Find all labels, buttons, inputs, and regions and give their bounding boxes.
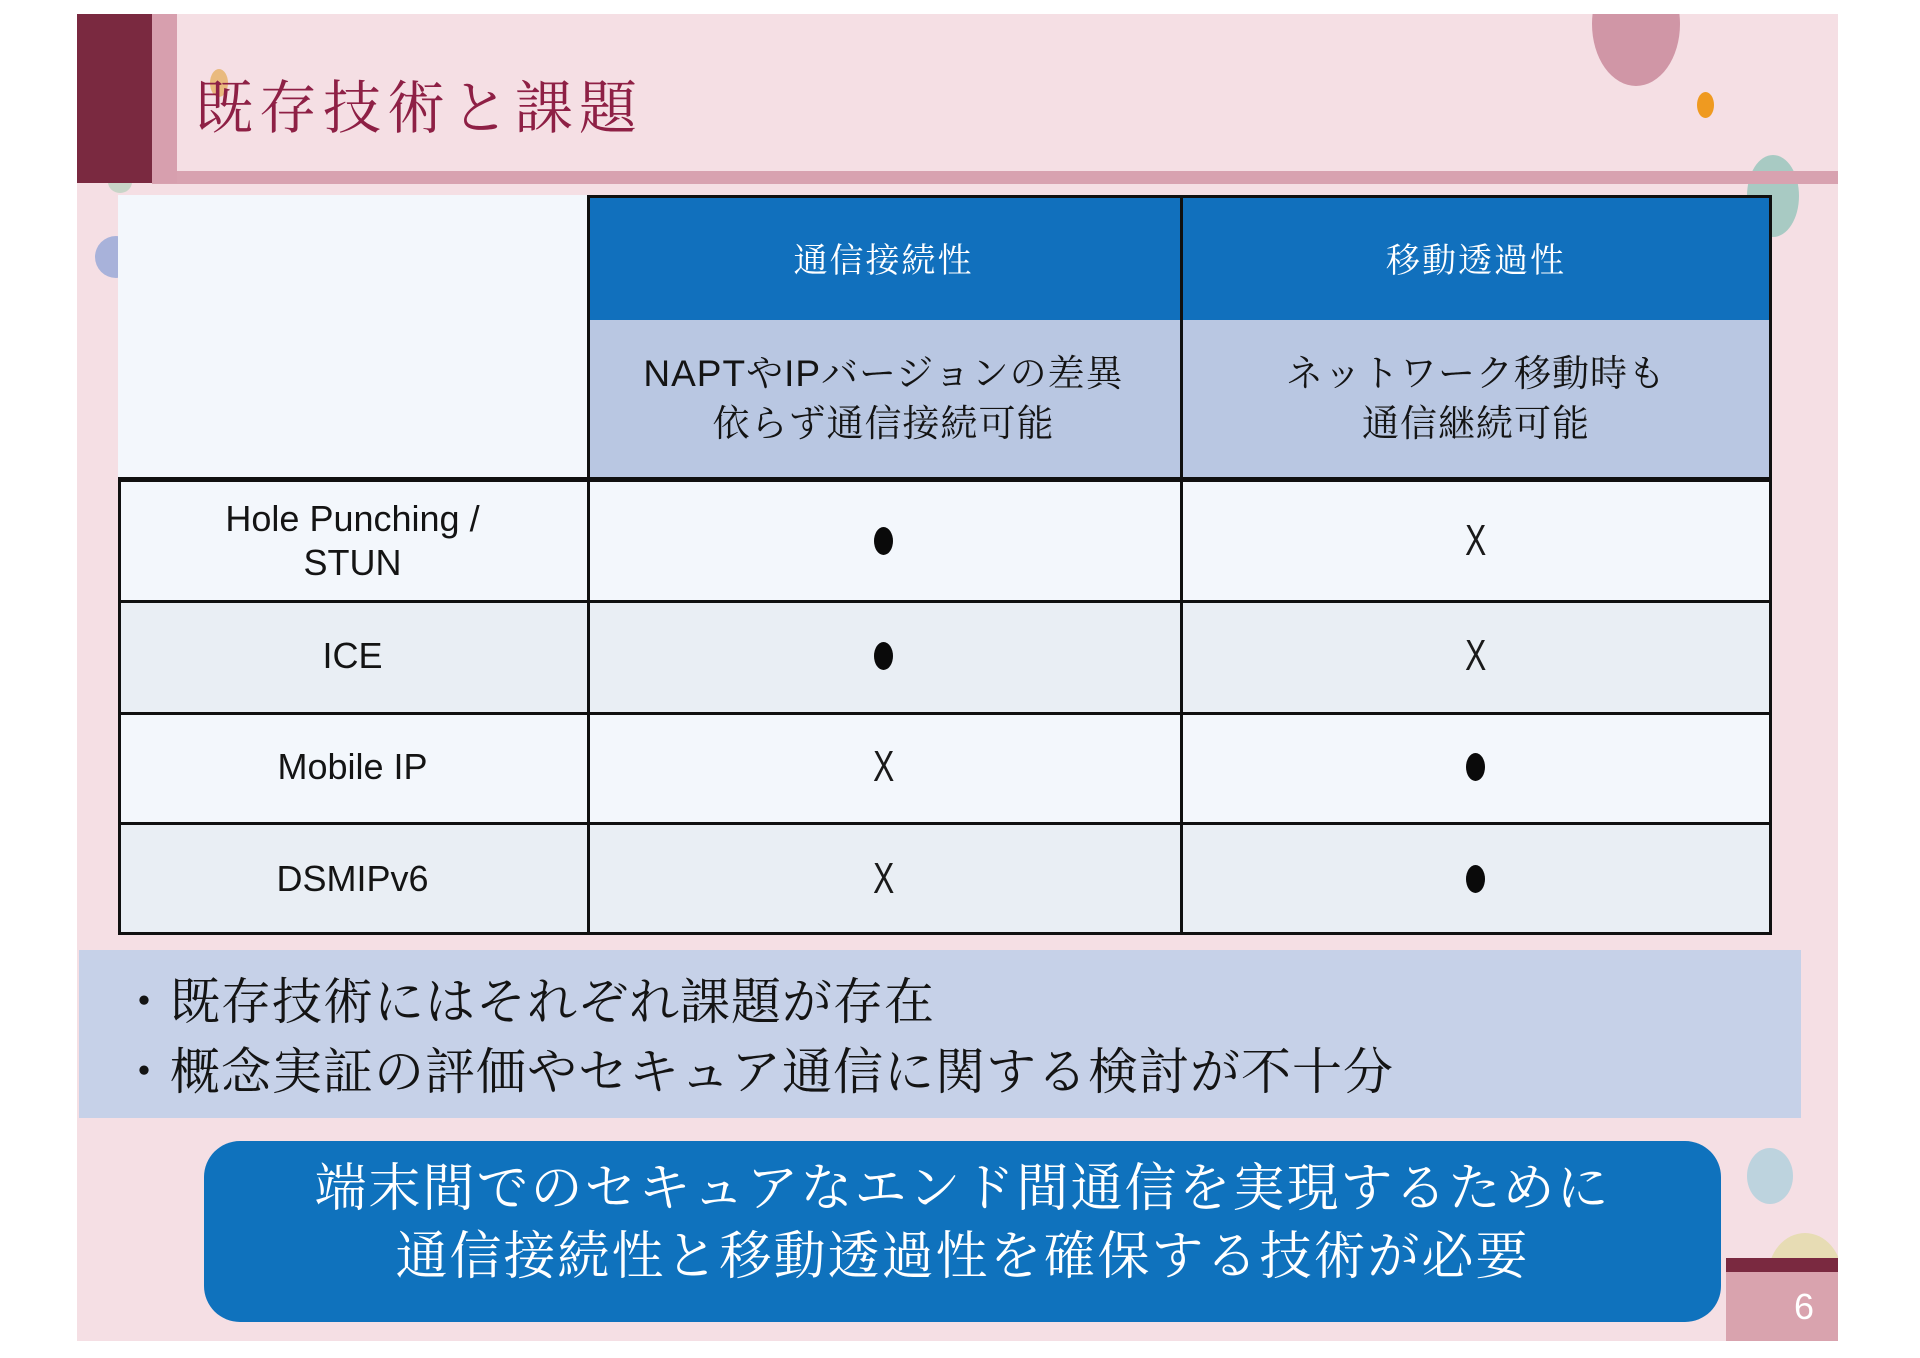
table-border-left	[118, 481, 121, 935]
decor-rose-blob	[1592, 14, 1680, 86]
technology-name	[118, 822, 587, 935]
column-header-mobility: 移動透過性	[1386, 242, 1566, 280]
mobility-mark-cell	[1180, 600, 1773, 712]
desc-line: 依らず通信接続可能	[712, 403, 1055, 444]
technology-name-line: DSMIPv6	[276, 857, 429, 899]
table-row	[118, 600, 1772, 712]
cross-mark: X	[872, 853, 894, 903]
connectivity-mark-cell	[587, 712, 1180, 822]
connectivity-mark-cell	[587, 481, 1180, 600]
bullet-item: ・概念実証の評価やセキュア通信に関する検討が不十分	[119, 1044, 1394, 1100]
table-row-separator	[118, 712, 1772, 715]
table-corner-cell	[118, 195, 587, 479]
technology-name	[118, 712, 587, 822]
table-row-separator	[118, 600, 1772, 603]
title-divider	[152, 171, 1838, 184]
technology-name-line: Hole Punching /	[225, 497, 480, 539]
decor-lightblue-ellipse	[1747, 1148, 1793, 1204]
decor-orange-dot	[1697, 92, 1714, 118]
technology-name-line: STUN	[303, 541, 402, 583]
filled-circle-mark	[874, 642, 893, 670]
mobility-mark-cell	[1180, 481, 1773, 600]
technology-name	[118, 600, 587, 712]
callout-line: 通信接続性と移動透過性を確保する技術が必要	[395, 1228, 1530, 1286]
table-row	[118, 822, 1772, 935]
filled-circle-mark	[1466, 865, 1485, 893]
connectivity-mark-cell	[587, 822, 1180, 935]
page-number: 6	[1726, 1272, 1838, 1341]
desc-line: ネットワーク移動時も	[1286, 353, 1666, 394]
slide	[77, 14, 1838, 1341]
title-accent-block	[77, 14, 152, 183]
desc-line: NAPTやIPバージョンの差異	[643, 353, 1124, 394]
bullet-item: ・既存技術にはそれぞれ課題が存在	[119, 974, 935, 1030]
column-header-connectivity: 通信接続性	[793, 242, 974, 280]
table-border-bottom	[118, 932, 1772, 935]
column-desc-mobility	[1180, 320, 1772, 478]
title-accent-bar	[152, 14, 177, 183]
table-row	[118, 481, 1772, 600]
technology-name-line: ICE	[322, 635, 383, 676]
page-number-accent	[1726, 1258, 1838, 1272]
filled-circle-mark	[1466, 753, 1485, 781]
table-row	[118, 712, 1772, 822]
desc-line: 通信継続可能	[1362, 403, 1590, 444]
filled-circle-mark	[874, 527, 893, 555]
technology-name	[118, 481, 587, 600]
cross-mark: X	[872, 742, 894, 791]
table-row-separator	[118, 822, 1772, 825]
callout-line: 端末間でのセキュアなエンド間通信を実現するために	[314, 1160, 1611, 1218]
conclusion-callout	[204, 1141, 1721, 1322]
cross-mark: X	[1465, 515, 1487, 565]
cross-mark: X	[1465, 631, 1487, 680]
mobility-mark-cell	[1180, 712, 1773, 822]
technology-name-line: Mobile IP	[277, 746, 428, 787]
table-rows	[118, 481, 1772, 935]
mobility-mark-cell	[1180, 822, 1773, 935]
slide-title: 既存技術と課題	[195, 76, 644, 141]
column-desc-connectivity	[587, 320, 1180, 478]
comparison-table	[118, 195, 1772, 935]
connectivity-mark-cell	[587, 600, 1180, 712]
